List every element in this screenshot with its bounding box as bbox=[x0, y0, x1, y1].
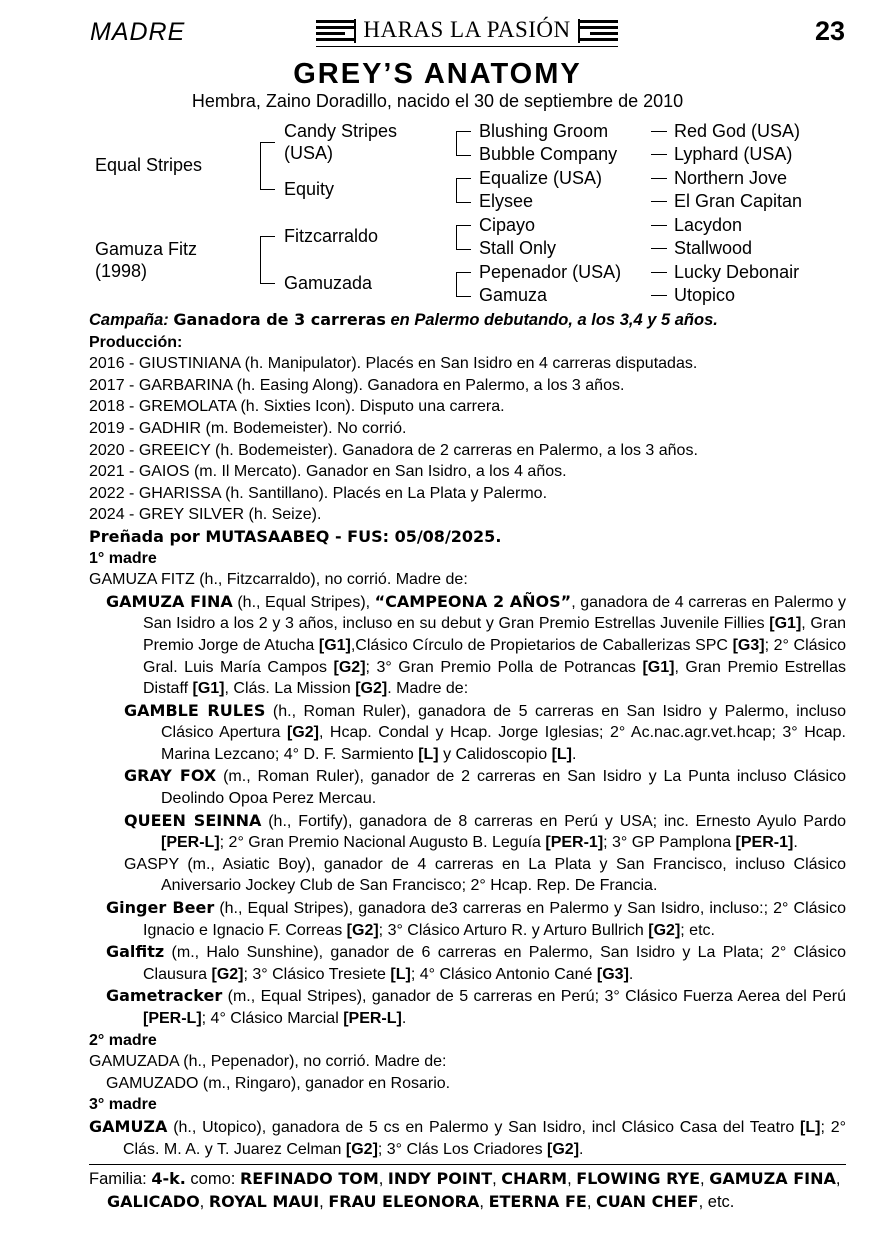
divider bbox=[89, 1164, 846, 1165]
pedigree-gen4: El Gran Capitan bbox=[674, 191, 803, 211]
pedigree-gen3: Stall Only bbox=[479, 238, 557, 258]
pedigree-dam-dam: Gamuzada bbox=[284, 273, 373, 293]
pedigree-gen3: Gamuza bbox=[479, 285, 548, 305]
offspring-queen-seinna: QUEEN SEINNA (h., Fortify), ganadora de 8 carreras en Perú y USA; inc. Ernesto Ayulo Pardo [PER-L]; 2° Gran Premio Nacional Augusto B. Leguía [PER-1]; 3° GP Pamplona [PER-1]. bbox=[124, 810, 847, 852]
family-line: Familia: 4-k. como: REFINADO TOM, INDY POINT, CHARM, FLOWING RYE, GAMUZA FINA, GALICADO, ROYAL MAUI, FRAU ELEONORA, ETERNA FE, CUAN CHEF, etc. bbox=[89, 1169, 841, 1211]
pedigree-dam-year: (1998) bbox=[95, 261, 148, 281]
offspring-galfitz: Galfitz (m., Halo Sunshine), ganador de 6 carreras en Palermo, San Isidro y La Plata; 2° Clásico Clausura [G2]; 3° Clásico Tresiete [L]; 4° Clásico Antonio Cané [G3]. bbox=[106, 942, 846, 983]
horse-description: Hembra, Zaino Doradillo, nacido el 30 de septiembre de 2010 bbox=[191, 91, 684, 111]
second-dam-heading: 2° madre bbox=[89, 1031, 157, 1049]
horse-name: GREY’S ANATOMY bbox=[293, 58, 582, 90]
pedigree-sire-sire-origin: (USA) bbox=[284, 143, 333, 163]
pedigree-table bbox=[0, 118, 875, 308]
first-dam-intro: GAMUZA FITZ (h., Fitzcarraldo), no corrió. Madre de: bbox=[89, 571, 468, 589]
production-item: 2018 - GREMOLATA (h. Sixties Icon). Disputo una carrera. bbox=[89, 398, 505, 416]
pedigree-gen4: Lucky Debonair bbox=[674, 262, 800, 282]
production-item: 2021 - GAIOS (m. Il Mercato). Ganador en San Isidro, a los 4 años. bbox=[89, 463, 567, 481]
production-item: 2017 - GARBARINA (h. Easing Along). Ganadora en Palermo, a los 3 años. bbox=[89, 376, 625, 394]
pedigree-gen3: Blushing Groom bbox=[479, 121, 609, 141]
pedigree-gen3: Elysee bbox=[479, 191, 534, 211]
offspring-gray-fox: GRAY FOX (m., Roman Ruler), ganador de 2 carreras en San Isidro y La Punta incluso Clásico Deolindo Opoa Perez Mercau. bbox=[124, 766, 846, 808]
pedigree-sire-sire: Candy Stripes bbox=[284, 121, 398, 141]
third-dam-entry: GAMUZA (h., Utopico), ganadora de 5 cs en Palermo y San Isidro, incl Clásico Casa del Teatro [L]; 2° Clás. M. A. y T. Juarez Celman [G2]; 3° Clás Los Criadores [G2]. bbox=[89, 1116, 846, 1158]
pedigree-gen3: Cipayo bbox=[479, 215, 536, 235]
third-dam-heading: 3° madre bbox=[89, 1096, 157, 1114]
pedigree-gen3: Equalize (USA) bbox=[479, 168, 603, 188]
page-number: 23 bbox=[814, 16, 845, 46]
pedigree-gen3: Pepenador (USA) bbox=[479, 262, 622, 282]
pedigree-gen4: Lyphard (USA) bbox=[674, 144, 793, 164]
offspring-gametracker: Gametracker (m., Equal Stripes), ganador de 5 carreras en Perú; 3° Clásico Fuerza Aerea del Perú [PER-L]; 4° Clásico Marcial [PER-L]. bbox=[106, 986, 846, 1027]
pedigree-gen4: Lacydon bbox=[674, 215, 743, 235]
production-item: 2020 - GREEICY (h. Bodemeister). Ganadora de 2 carreras en Palermo, a los 3 años. bbox=[89, 441, 698, 459]
second-dam-intro: GAMUZADA (h., Pepenador), no corrió. Madre de: bbox=[89, 1053, 447, 1071]
pedigree-gen4: Utopico bbox=[674, 285, 736, 305]
second-dam-offspring: GAMUZADO (m., Ringaro), ganador en Rosario. bbox=[106, 1074, 451, 1092]
pregnancy-line: Preñada por MUTASAABEQ - FUS: 05/08/2025. bbox=[89, 526, 502, 546]
first-dam-heading: 1° madre bbox=[89, 549, 157, 567]
pedigree-gen4: Northern Jove bbox=[674, 168, 788, 188]
pedigree-dam: Gamuza Fitz bbox=[95, 239, 198, 259]
production-item: 2024 - GREY SILVER (h. Seize). bbox=[89, 506, 322, 524]
brand-logo bbox=[316, 17, 618, 47]
offspring-gamuza-fina: GAMUZA FINA (h., Equal Stripes), “CAMPEONA 2 AÑOS”, ganadora de 4 carreras en Palermo y San Isidro a los 2 y 3 años, incluso en su debut y Gran Premio Estrellas Juvenile Fillies [G1], Gran Premio Jorge de Atucha [G1],Clásico Círculo de Propietarios de Caballerizas SPC [G3]; 2° Clásico Gral. Luis María Campos [G2]; 3° Gran Premio Polla de Potrancas [G1], Gran Premio Estrellas Distaff [G1], Clás. La Mission [G2]. Madre de: bbox=[106, 591, 847, 698]
section-label: MADRE bbox=[90, 18, 186, 46]
offspring-gaspy: GASPY (m., Asiatic Boy), ganador de 4 carreras en La Plata y San Francisco, incluso Clásico Aniversario Jockey Club de San Francisco; 2° Hcap. Rep. De Francia. bbox=[124, 855, 846, 895]
production-item: 2016 - GIUSTINIANA (h. Manipulator). Placés en San Isidro en 4 carreras disputadas. bbox=[89, 355, 698, 373]
offspring-ginger-beer: Ginger Beer (h., Equal Stripes), ganadora de3 carreras en Palermo y San Isidro, incluso:; 2° Clásico Ignacio e Ignacio F. Correas [G2]; 3° Clásico Arturo R. y Arturo Bullrich [G2]; etc. bbox=[106, 898, 847, 939]
brand-name: HARAS LA PASIÓN bbox=[363, 17, 571, 42]
production-item: 2022 - GHARISSA (h. Santillano). Placés en La Plata y Palermo. bbox=[89, 484, 548, 502]
campaign-line: Campaña: Ganadora de 3 carreras en Palermo debutando, a los 3,4 y 5 años. bbox=[89, 310, 718, 329]
pedigree-gen4: Red God (USA) bbox=[674, 121, 801, 141]
pedigree-gen3: Bubble Company bbox=[479, 144, 618, 164]
pedigree-gen4: Stallwood bbox=[674, 238, 753, 258]
pedigree-dam-sire: Fitzcarraldo bbox=[284, 226, 379, 246]
production-item: 2019 - GADHIR (m. Bodemeister). No corrió. bbox=[89, 419, 407, 437]
production-heading: Producción: bbox=[89, 333, 183, 351]
catalog-body bbox=[89, 309, 846, 1213]
page-header bbox=[0, 0, 875, 60]
brand-bars-left-icon bbox=[316, 20, 354, 42]
offspring-gamble-rules: GAMBLE RULES (h., Roman Ruler), ganadora de 5 carreras en San Isidro y Palermo, incluso Clásico Apertura [G2], Hcap. Condal y Hcap. Jorge Iglesias; 2° Ac.nac.agr.vet.hcap; 3° Hcap. Marina Lezcano; 4° D. F. Sarmiento [L] y Calidoscopio [L]. bbox=[124, 700, 847, 763]
pedigree-sire: Equal Stripes bbox=[95, 155, 203, 175]
pedigree-sire-dam: Equity bbox=[284, 179, 335, 199]
brand-bars-right-icon bbox=[580, 20, 618, 42]
